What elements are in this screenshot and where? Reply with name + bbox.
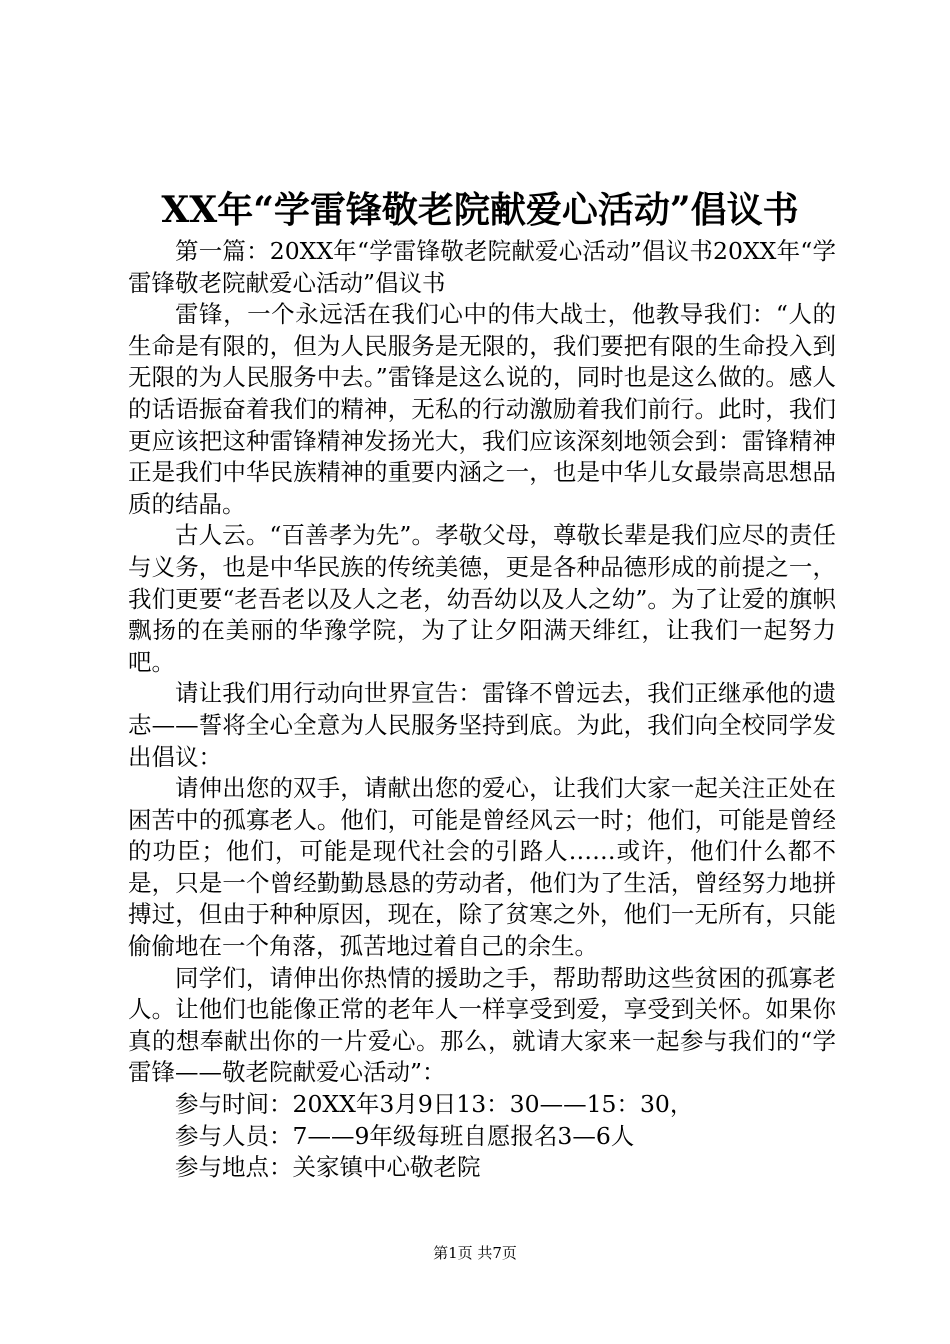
paragraph-filial-piety: 古人云。“百善孝为先”。孝敬父母，尊敬长辈是我们应尽的责任与义务，也是中华民族的传统美德，更是各种品德形成的前提之一，我们更要“老吾老以及人之老，幼吾幼以及人之幼”。为了让爱的旗帜飘扬的在美丽的华豫学院，为了让夕阳满天绯红，让我们一起努力吧。 [128,521,836,676]
paragraph-intro: 第一篇：20XX年“学雷锋敬老院献爱心活动”倡议书20XX年“学雷锋敬老院献爱心活动”倡议书 [128,237,836,297]
event-location: 参与地点：关家镇中心敬老院 [175,1153,481,1182]
event-time: 参与时间：20XX年3月9日13：30——15：30， [175,1090,694,1119]
document-body [128,236,836,1184]
paragraph-leifeng-teaching: 雷锋，一个永远活在我们心中的伟大战士，他教导我们：“人的生命是有限的，但为人民服务是无限的，我们要把有限的生命投入到无限的为人民服务中去。”雷锋是这么说的，同时也是这么做的。感人的话语振奋着我们的精神，无私的行动激励着我们前行。此时，我们更应该把这种雷锋精神发扬光大，我们应该深刻地领会到：雷锋精神正是我们中华民族精神的重要内涵之一，也是中华儿女最崇高思想品质的结晶。 [128,300,836,518]
paragraph-lonely-elders: 请伸出您的双手，请献出您的爱心，让我们大家一起关注正处在困苦中的孤寡老人。他们，可能是曾经风云一时；他们，可能是曾经的功臣；他们，可能是现代社会的引路人……或许，他们什么都不是，只是一个曾经勤勤恳恳的劳动者，他们为了生活，曾经努力地拼搏过，但由于种种原因，现在，除了贫寒之外，他们一无所有，只能偷偷地在一个角落，孤苦地过着自己的余生。 [128,774,836,961]
event-participants: 参与人员：7——9年级每班自愿报名3—6人 [175,1121,635,1150]
paragraph-proposal-call: 请让我们用行动向世界宣告：雷锋不曾远去，我们正继承他的遗志——誓将全心全意为人民服务坚持到底。为此，我们向全校同学发出倡议： [128,679,836,771]
document-title: XX年“学雷锋敬老院献爱心活动”倡议书 [161,189,799,231]
page-footer: 第1页 共7页 [433,1244,517,1262]
paragraph-students-appeal: 同学们，请伸出你热情的援助之手，帮助帮助这些贫困的孤寡老人。让他们也能像正常的老年人一样享受到爱，享受到关怀。如果你真的想奉献出你的一片爱心。那么，就请大家来一起参与我们的“学雷锋——敬老院献爱心活动”： [128,963,836,1087]
